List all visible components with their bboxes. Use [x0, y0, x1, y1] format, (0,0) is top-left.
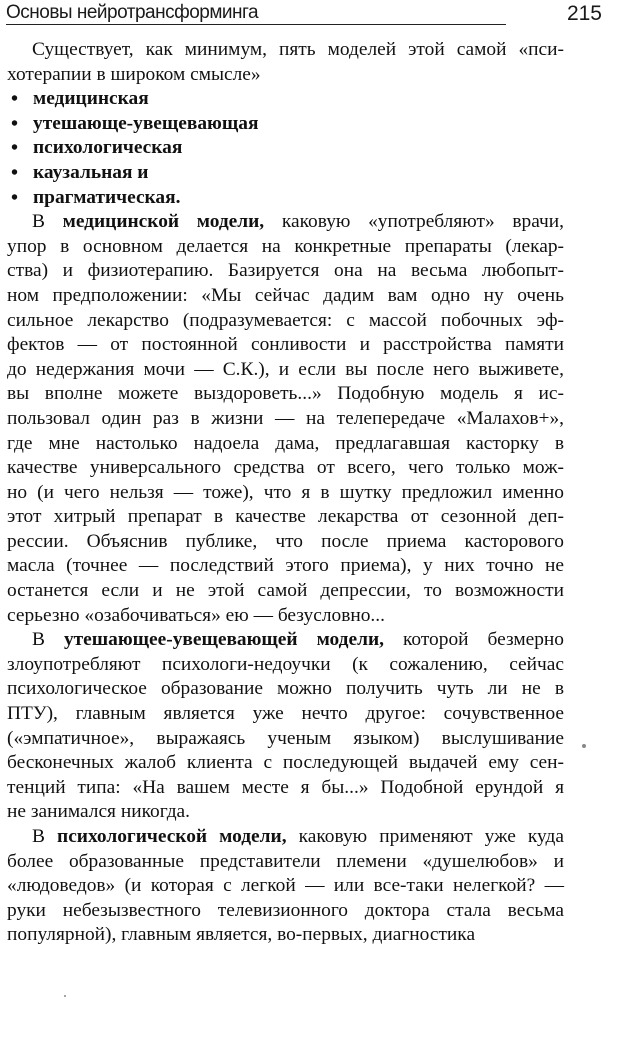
- text-line: сильное лекарство (подразумевается: с массой побочных эф-: [7, 309, 564, 331]
- text-line: злоупотребляют психологи-недоучки (к сожалению, сейчас: [7, 653, 564, 675]
- header-rule: [6, 24, 506, 25]
- text-line: до недержания мочи — С.К.), и если вы после него выживете,: [7, 358, 564, 380]
- page-header: [6, 0, 606, 30]
- model-list: [7, 87, 564, 210]
- lead-text: В: [32, 211, 63, 233]
- paragraph-medical: [7, 210, 564, 628]
- text-line: останется если и не этой самой депрессии, то возможности: [7, 580, 564, 602]
- list-item: • медицинская: [7, 87, 564, 112]
- list-item: • утешающе-увещевающая: [7, 112, 564, 137]
- text-line: этот хитрый препарат в качестве лекарства от сезонной деп-: [7, 506, 564, 528]
- intro-paragraph: [7, 38, 564, 87]
- paragraph-consoling: [7, 628, 564, 825]
- running-title: Основы нейротрансформинга: [6, 2, 259, 23]
- text-line: хотерапии в широком смысле»: [7, 63, 261, 85]
- scan-speck: [64, 995, 66, 997]
- paragraph-lead-line: [7, 825, 564, 850]
- text-line: популярной), главным является, во-первых, диагностика: [7, 924, 476, 946]
- text-line: не занимался никогда.: [7, 801, 191, 823]
- list-item: • прагматическая.: [7, 186, 564, 211]
- lead-text: В: [32, 629, 64, 651]
- term-psychological-model: психологической модели,: [57, 826, 287, 847]
- lead-text: которой безмерно: [383, 629, 564, 651]
- text-line: упор в основном делается на конкретные препараты (лекар-: [7, 235, 564, 257]
- lead-text: В: [32, 826, 58, 847]
- paragraph-lead-line: [7, 628, 564, 653]
- text-line: Существует, как минимум, пять моделей этой самой «пси-: [32, 39, 564, 60]
- text-line: «людоведов» (и которая с легкой — или все-таки нелегкой? —: [7, 875, 564, 897]
- text-line: масла (точнее — последствий этого приема), у них точно не: [7, 555, 564, 577]
- text-line: вы вполне можете выздороветь...» Подобную модель я ис-: [7, 383, 564, 405]
- text-line: ства) и физиотерапию. Базируется она на весьма любопыт-: [7, 260, 564, 282]
- text-line: но (и чего нельзя — тоже), что я в шутку предложил именно: [7, 481, 564, 503]
- term-medical-model: медицинской модели,: [62, 211, 265, 233]
- text-line: ПТУ), главным является уже нечто другое: сочувственное: [7, 703, 564, 725]
- page-number: 215: [566, 2, 602, 25]
- list-item: • психологическая: [7, 136, 564, 161]
- text-line: пользовал один раз в жизни — на телепередаче «Малахов+»,: [7, 407, 564, 429]
- text-line: руки небезызвестного телевизионного доктора стала весьма: [7, 899, 564, 921]
- scan-speck: [582, 744, 586, 748]
- text-line: качестве универсального средства от всего, чего только мож-: [7, 457, 564, 479]
- text-line: более образованные представители племени «душелюбов» и: [7, 850, 564, 872]
- body-text: [7, 38, 564, 948]
- text-line: ном предположении: «Мы сейчас дадим вам одно ну очень: [7, 284, 564, 306]
- text-line: серьезно «озабочиваться» ею — безусловно...: [7, 604, 385, 626]
- text-line: где мне настолько надоела дама, предлагавшая касторку в: [7, 432, 564, 454]
- text-line: фектов — от постоянной сонливости и расстройства памяти: [7, 334, 564, 356]
- paragraph-lead-line: [7, 210, 564, 235]
- text-line: бесконечных жалоб клиента с последующей выдачей ему сен-: [7, 752, 564, 774]
- text-line: рессии. Объяснив публике, что после приема касторового: [7, 530, 564, 552]
- paragraph-psychological: [7, 825, 564, 948]
- text-line: тенций типа: «На вашем месте я бы...» Подобной ерундой я: [7, 776, 564, 798]
- term-consoling-model: утешающее-увещевающей модели,: [63, 629, 384, 651]
- text-line: психологическое образование можно получить чуть ли не в: [7, 678, 564, 700]
- list-item: • каузальная и: [7, 161, 564, 186]
- text-line: («эмпатичное», выражаясь ученым языком) выслушивание: [7, 727, 564, 749]
- lead-text: каковую «употребляют» врачи,: [264, 211, 565, 233]
- lead-text: каковую применяют уже куда: [286, 826, 564, 847]
